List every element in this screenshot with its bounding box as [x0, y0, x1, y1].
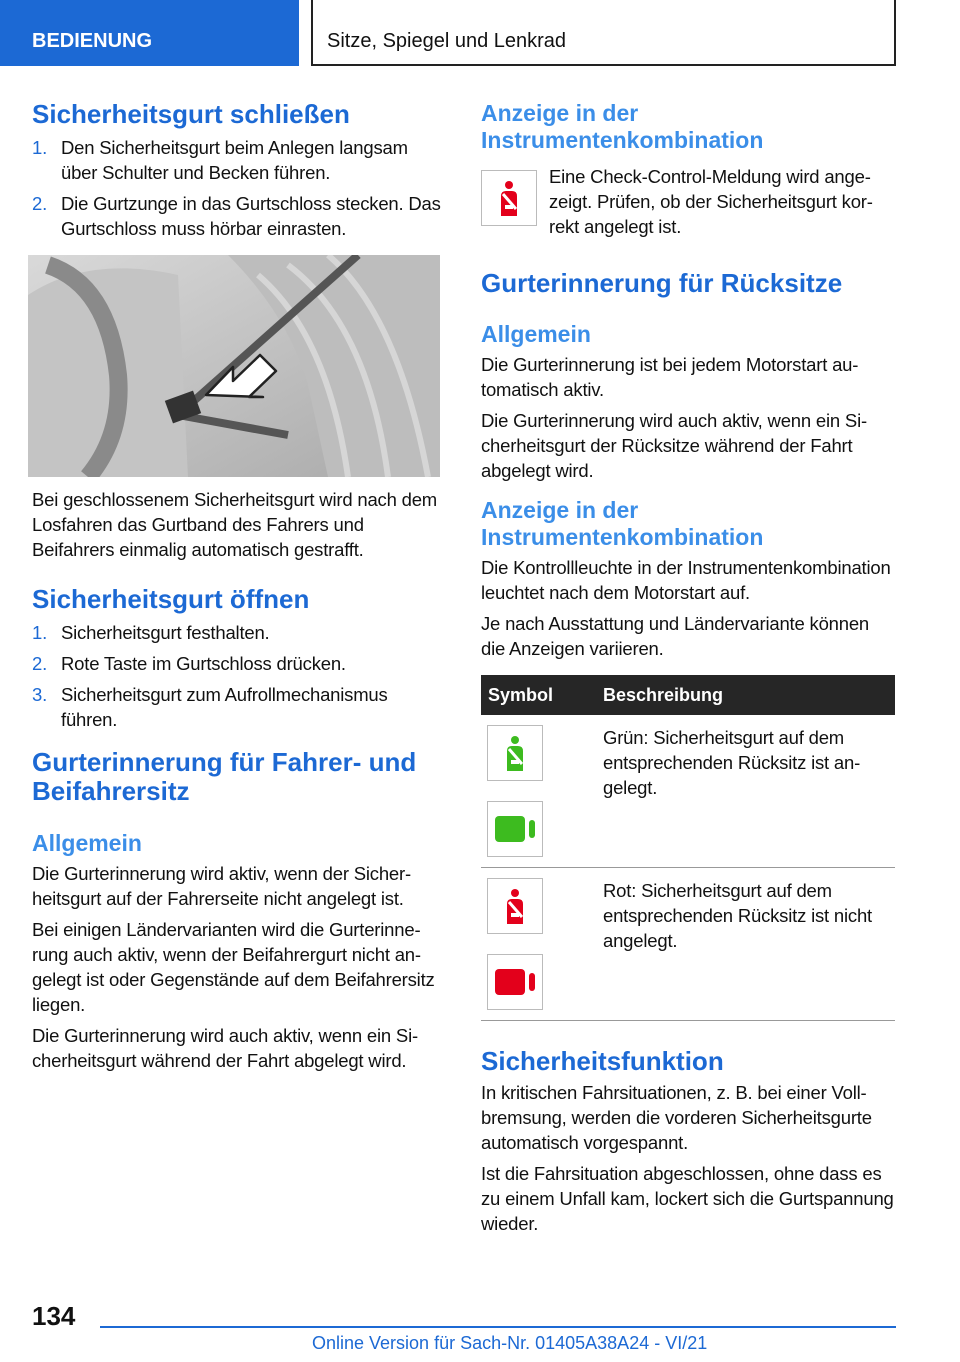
- table-cell: [481, 868, 603, 1021]
- check-control-note: [481, 166, 895, 239]
- heading-front-reminder: Gurterinnerung für Fahrer- und Beifahrersitz: [32, 747, 417, 806]
- belt-fastened-green-icon: [487, 725, 543, 781]
- belt-buckle-photo: [28, 255, 440, 477]
- page-number: 134: [32, 1301, 76, 1331]
- paragraph: Die Gurterinnerung wird aktiv, wenn der Sicherheitsgurt auf der Fahrerseite nicht angelegt ist.: [32, 863, 412, 909]
- open-steps-list: [32, 620, 444, 732]
- heading-belt-close: Sicherheitsgurt schließen: [32, 99, 350, 129]
- heading-display: Anzeige in der Instrumentenkombination: [481, 497, 764, 550]
- table-cell: Grün: Sicherheitsgurt auf dem entsprechenden Rücksitz ist angelegt.: [603, 715, 895, 868]
- paragraph: Ist die Fahrsituation abgeschlossen, ohne dass es zu einem Unfall kam, lockert sich die Gurtspannung wieder.: [481, 1163, 894, 1234]
- paragraph: Die Gurterinnerung wird auch aktiv, wenn ein Sicherheitsgurt während der Fahrt abgelegt wird.: [32, 1025, 419, 1071]
- paragraph: Die Gurterinnerung ist bei jedem Motorstart automatisch aktiv.: [481, 354, 859, 400]
- list-item: 3. Sicherheitsgurt zum Aufrollmechanismus führen.: [32, 684, 388, 730]
- table-row: [481, 868, 895, 1021]
- table-header-symbol: Symbol: [481, 675, 603, 715]
- paragraph: In kritischen Fahrsituationen, z. B. bei einer Vollbremsung, werden die vorderen Sicherheitsgurte automatisch vorgespannt.: [481, 1082, 872, 1153]
- paragraph: Eine Check-Control-Meldung wird angezeigt. Prüfen, ob der Sicherheitsgurt korrekt angelegt ist.: [549, 166, 873, 237]
- footer-divider: [100, 1326, 896, 1328]
- heading-display: Anzeige in der Instrumentenkombination: [481, 100, 764, 153]
- seat-green-icon: [487, 801, 543, 857]
- belt-warning-icon: [481, 170, 537, 226]
- heading-general: Allgemein: [32, 830, 142, 856]
- chapter-title: Sitze, Spiegel und Lenkrad: [311, 0, 896, 66]
- left-column: [32, 100, 444, 1073]
- table-cell: Rot: Sicherheitsgurt auf dem entsprechenden Rücksitz ist nicht angelegt.: [603, 868, 895, 1021]
- belt-unfastened-red-icon: [487, 878, 543, 934]
- right-column: [481, 100, 895, 1236]
- list-item: 1. Sicherheitsgurt festhalten.: [32, 622, 270, 643]
- list-item: 2. Die Gurtzunge in das Gurtschloss stecken. Das Gurtschloss muss hörbar einrasten.: [32, 193, 441, 239]
- list-item: 2. Rote Taste im Gurtschloss drücken.: [32, 653, 346, 674]
- table-header-description: Beschreibung: [603, 675, 895, 715]
- heading-belt-open: Sicherheitsgurt öffnen: [32, 584, 310, 614]
- paragraph: Bei einigen Ländervarianten wird die Gurterinnerung auch aktiv, wenn der Beifahrergurt nicht angelegt ist oder Gegenstände auf dem Beifahrersitz liegen.: [32, 919, 435, 1015]
- list-item: 1. Den Sicherheitsgurt beim Anlegen langsam über Schulter und Becken führen.: [32, 137, 408, 183]
- table-header-row: [481, 675, 895, 715]
- table-cell: [481, 715, 603, 868]
- heading-rear-reminder: Gurterinnerung für Rücksitze: [481, 268, 843, 298]
- paragraph: Die Kontrollleuchte in der Instrumentenkombination leuchtet nach dem Motorstart auf.: [481, 557, 891, 603]
- paragraph: Die Gurterinnerung wird auch aktiv, wenn ein Sicherheitsgurt der Rücksitze während der Fahrt abgelegt wird.: [481, 410, 868, 481]
- symbol-table: [481, 675, 895, 1021]
- paragraph: Je nach Ausstattung und Ländervariante können die Anzeigen variieren.: [481, 613, 870, 659]
- paragraph: Bei geschlossenem Sicherheitsgurt wird nach dem Losfahren das Gurtband des Fahrers und Beifahrers einmalig automatisch gestrafft.: [32, 489, 437, 560]
- seat-red-icon: [487, 954, 543, 1010]
- heading-general: Allgemein: [481, 321, 591, 347]
- footer-online-version: Online Version für Sach-Nr. 01405A38A24 - VI/21: [312, 1333, 708, 1353]
- table-row: [481, 715, 895, 868]
- heading-safety-function: Sicherheitsfunktion: [481, 1046, 724, 1076]
- close-steps-list: [32, 135, 444, 241]
- section-tab: BEDIENUNG: [0, 0, 299, 66]
